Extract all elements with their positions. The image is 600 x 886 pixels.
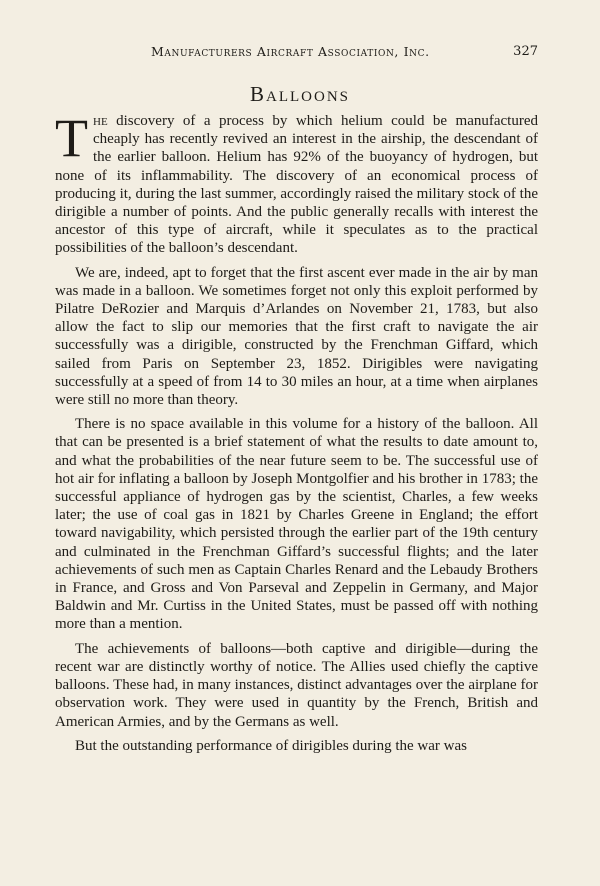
- paragraph-5: But the outstanding performance of dirigibles during the war was: [75, 737, 467, 754]
- paragraph-1-text: discovery of a process by which helium could be manufactured cheaply has recently revived an interest in the airship, the descendant of the earlier balloon. Helium has 92% of the buoyancy of hydrogen, but none of its inflammability. The discovery of an economical process of producing it, during the last summer, accordingly raised the military stock of the dirigible a number of points. And the public generally recalls with interest the ancestor of this type of aircraft, while it speculates as to the practical possibilities of the balloon’s descendant.: [55, 113, 538, 257]
- article-body: [55, 108, 538, 761]
- running-head: [55, 44, 538, 64]
- article-title: Balloons: [249, 82, 350, 106]
- paragraph-2: We are, indeed, apt to forget that the first ascent ever made in the air by man was made in a balloon. We sometimes forget not only this exploit performed by Pilatre DeRozier and Marquis d’Arlandes on November 21, 1783, but also allow the fact to slip our memories that the first craft to navigate the air successfully was a dirigible, constructed by the Frenchman Giffard, which sailed from Paris on September 23, 1852. Dirigibles were navigating successfully at a speed of from 14 to 30 miles an hour, at a time when airplanes were still no more than theory.: [55, 264, 538, 409]
- drop-cap: T: [55, 108, 88, 168]
- paragraph-4: The achievements of balloons—both captive and dirigible—during the recent war are distinctly worthy of notice. The Allies used chiefly the captive balloons. These had, in many instances, distinct advantages over the airplane for observation work. They were used in quantity by the French, British and American Armies, and by the Germans as well.: [55, 640, 538, 730]
- page-number: 327: [513, 44, 538, 59]
- running-title: Manufacturers Aircraft Association, Inc.: [151, 44, 430, 59]
- first-word-rest: he: [93, 113, 108, 129]
- paragraph-3: There is no space available in this volume for a history of the balloon. All that can be presented is a brief statement of what the results to date amount to, and what the probabilities of the near future seem to be. The successful use of hot air for inflating a balloon by Joseph Montgolfier and his brother in 1783; the successful appliance of hydrogen gas by the scientist, Charles, a few weeks later; the use of coal gas in 1821 by Charles Greene in England; the effort toward navigability, which persisted through the earlier part of the 19th century and culminated in the Frenchman Giffard’s successful flights; and the later achievements of such men as Captain Charles Renard and the Lebaudy Brothers in France, and Gross and Von Parseval and Zeppelin in Germany, and Major Baldwin and Mr. Curtiss in the United States, must be passed off with nothing more than a mention.: [55, 416, 538, 633]
- paragraph-1: [55, 108, 538, 258]
